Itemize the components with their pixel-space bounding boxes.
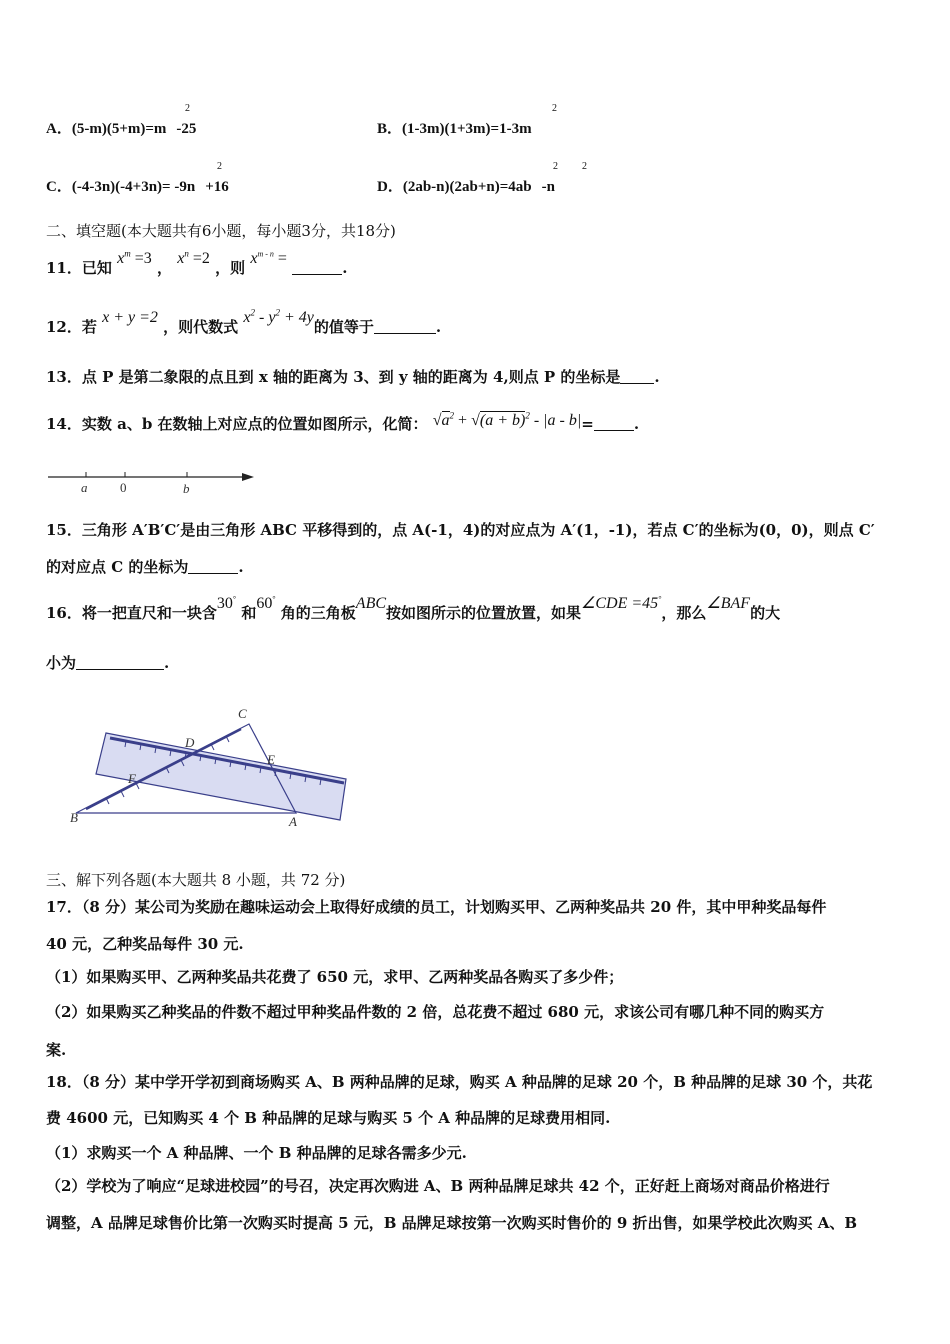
q16-m5: ∠BAF	[706, 595, 751, 612]
q16-angle30	[217, 595, 236, 612]
q12-math1: x + y =2	[102, 309, 158, 326]
q15-line2-text: 的对应点 C 的坐标为	[46, 558, 189, 576]
option-a-label: A．	[46, 121, 72, 137]
q13-text: 13．点 P 是第二象限的点且到 x 轴的距离为 3、到 y 轴的距离为 4,则点 P 的坐标是	[46, 368, 621, 386]
q14-m2: (a + b)	[479, 412, 526, 429]
q11-m1s: m	[124, 248, 131, 259]
q17-line2: 40 元，乙种奖品每件 30 元.	[46, 935, 244, 953]
q12-m2s1: 2	[250, 307, 255, 318]
q16-p6: 的大	[750, 604, 781, 622]
q11-sep1: ，	[156, 259, 172, 277]
q16-m2: 60	[256, 595, 273, 612]
q14-m2s: 2	[525, 410, 530, 421]
q16-p1: 16．将一把直尺和一块含	[46, 604, 217, 622]
question-15-line1: 15．三角形 A′B′C′是由三角形 ABC 平移得到的，点 A(-1，4)的对应点为 A′(1，-1)，若点 C′的坐标为(0，0)，则点 C′	[46, 521, 875, 539]
section3-title: 三、解下列各题(本大题共 8 小题，共 72 分)	[46, 871, 346, 889]
q11-m3: x	[250, 250, 258, 267]
q16-m4: ∠CDE =45	[581, 595, 659, 612]
option-d-sup1: 2	[553, 161, 558, 172]
q12-num: 12．若	[46, 318, 97, 336]
q11-math1	[117, 250, 152, 267]
q16-deg1: °	[232, 594, 237, 604]
q11-m1r: =3	[130, 250, 152, 267]
option-a-tail: -25	[176, 121, 197, 137]
q18-line1: 18．（8 分）某中学开学初到商场购买 A、B 两种品牌的足球，购买 A 种品牌的足球 20 个，B 种品牌的足球 30 个，共花	[46, 1073, 873, 1091]
option-d-mid: -n	[541, 179, 555, 195]
q14-minus: -	[529, 412, 544, 429]
point-b: B	[70, 810, 78, 825]
q11-num: 11．已知	[46, 259, 112, 277]
q11-m3s: m - n	[257, 249, 274, 259]
ruler-triangle-figure	[66, 700, 356, 830]
label-b: b	[183, 481, 190, 496]
option-b-label: B．	[377, 121, 403, 137]
q13-end: .	[654, 368, 660, 386]
q11-m1: x	[117, 250, 125, 267]
q12-math2	[243, 309, 313, 326]
q14-end: .	[633, 415, 640, 433]
q15-answer-blank[interactable]	[188, 559, 238, 574]
q18-line5: 调整，A 品牌足球售价比第一次购买时提高 5 元，B 品牌足球按第一次购买时售价的 9 折出售，如果学校此次购买 A、B	[46, 1214, 858, 1232]
question-12	[46, 307, 442, 337]
question-14	[46, 410, 640, 434]
option-a	[46, 117, 196, 138]
q11-sep2: ，则	[215, 259, 246, 277]
q16-p5: ，那么	[661, 604, 707, 622]
q16-end: .	[164, 654, 170, 672]
q11-m2r: =2	[188, 250, 210, 267]
point-e: E	[267, 752, 275, 767]
option-d-expr: (2ab-n)(2ab+n)=4ab	[402, 179, 532, 195]
q11-math3	[250, 250, 287, 267]
point-c: C	[238, 706, 247, 721]
q16-deg3: °	[658, 594, 662, 604]
section2-title: 二、填空题(本大题共有6小题，每小题3分，共18分)	[46, 222, 396, 240]
point-f: F	[128, 771, 136, 786]
question-15-line2	[46, 556, 244, 577]
option-a-expr: (5-m)(5+m)=m	[71, 121, 167, 137]
q14-m1s: 2	[449, 410, 455, 421]
point-a: A	[289, 814, 297, 829]
option-d-label: D．	[377, 179, 403, 195]
q17-line5: 案.	[46, 1041, 67, 1059]
option-b	[377, 117, 532, 138]
q16-answer-blank[interactable]	[76, 655, 164, 670]
option-b-sup: 2	[552, 103, 557, 114]
q17-line1: 17．（8 分）某公司为奖励在趣味运动会上取得好成绩的员工，计划购买甲、乙两种奖品共 20 件，其中甲种奖品每件	[46, 898, 827, 916]
option-b-expr: (1-3m)(1+3m)=1-3m	[402, 121, 532, 137]
q14-m1: a	[441, 412, 450, 429]
q12-mid: ，则代数式	[163, 318, 239, 336]
option-c-label: C．	[46, 179, 72, 195]
option-c-expr: (-4-3n)(-4+3n)= -9n	[71, 179, 196, 195]
q14-m3: |a - b|	[543, 412, 582, 429]
q16-m3: ABC	[355, 595, 387, 612]
option-c-tail: +16	[205, 179, 229, 195]
q16-cde	[581, 595, 661, 612]
q12-end2: .	[435, 318, 442, 336]
q16-p3: 角的三角板	[280, 604, 356, 622]
q11-math2	[177, 250, 210, 267]
option-c-sup: 2	[217, 161, 222, 172]
q17-line3: （1）如果购买甲、乙两种奖品共花费了 650 元，求甲、乙两种奖品各购买了多少件；	[46, 968, 624, 986]
number-line-arrow	[242, 473, 254, 481]
q11-end: .	[342, 259, 348, 277]
q14-text: 14．实数 a、b 在数轴上对应点的位置如图所示，化简：	[46, 415, 428, 433]
option-a-sup: 2	[185, 103, 190, 114]
q16-deg2: °	[272, 594, 276, 604]
q16-p4: 按如图所示的位置放置，如果	[386, 604, 582, 622]
question-16-line1	[46, 594, 781, 623]
q12-m2s2: 2	[275, 307, 280, 318]
q18-line4: （2）学校为了响应“足球进校园”的号召，决定再次购进 A、B 两种品牌足球共 42 个，正好赶上商场对商品价格进行	[46, 1177, 830, 1195]
q12-m2b: - y	[255, 309, 276, 326]
number-line-figure	[46, 464, 258, 498]
option-d-sup2: 2	[582, 161, 587, 172]
q13-answer-blank[interactable]	[620, 369, 654, 384]
q11-m2: x	[177, 250, 185, 267]
label-0: 0	[120, 480, 127, 495]
question-13	[46, 366, 660, 387]
q11-m3r: =	[273, 250, 287, 267]
q11-m2s: n	[184, 248, 189, 259]
q11-answer-blank[interactable]	[292, 260, 342, 275]
label-a: a	[81, 480, 88, 495]
q18-line2: 费 4600 元，已知购买 4 个 B 种品牌的足球与购买 5 个 A 种品牌的足球费用相同.	[46, 1109, 611, 1127]
q15-end: .	[238, 558, 244, 576]
q14-plus: +	[454, 412, 472, 429]
q16-line2-text: 小为	[46, 654, 77, 672]
q12-end: 的值等于	[313, 318, 374, 336]
question-16-line2	[46, 652, 169, 673]
point-d: D	[185, 735, 195, 750]
question-11	[46, 248, 348, 278]
q14-answer-blank[interactable]	[594, 416, 634, 431]
option-c	[46, 175, 229, 196]
q17-line4: （2）如果购买乙种奖品的件数不超过甲种奖品件数的 2 倍，总花费不超过 680 元，求该公司有哪几种不同的购买方	[46, 1003, 825, 1021]
q16-p2: 和	[241, 604, 257, 622]
q12-m2a: x	[243, 309, 251, 326]
q12-answer-blank[interactable]	[374, 319, 436, 334]
q16-angle60	[256, 595, 275, 612]
q14-math: $√a^2 + √(a + b)^2 - |a - b|$	[432, 410, 582, 429]
q16-m1: 30	[216, 595, 233, 612]
q18-line3: （1）求购买一个 A 种品牌、一个 B 种品牌的足球各需多少元.	[46, 1144, 467, 1162]
option-d	[377, 175, 555, 196]
q14-eq: =	[581, 415, 594, 433]
q12-m2c: + 4y	[279, 309, 314, 326]
